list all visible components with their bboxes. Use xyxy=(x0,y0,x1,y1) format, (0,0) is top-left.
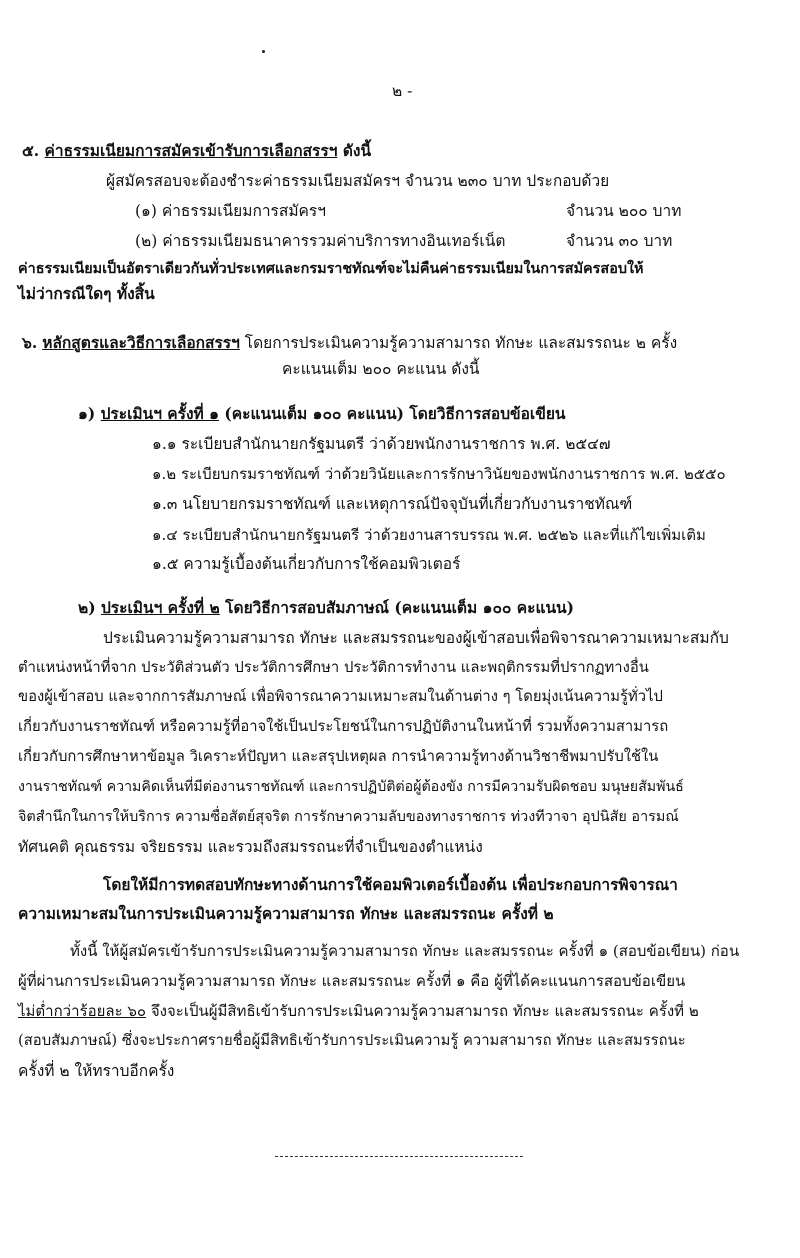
assessment2-paragraph-line: ตำแหน่งหน้าที่จาก ประวัติส่วนตัว ประวัติการศึกษา ประวัติการทำงาน และพฤติกรรมที่ปรากฏทางอื่น xyxy=(18,659,649,676)
assessment2-paragraph-line: เกี่ยวกับงานราชทัณฑ์ หรือความรู้ที่อาจใช้เป็นประโยชน์ในการปฏิบัติงานในหน้าที่ รวมทั้งความสามารถ xyxy=(18,718,669,735)
section6-title-suffix: โดยการประเมินความรู้ความสามารถ ทักษะ และสมรรถนะ ๒ ครั้ง xyxy=(244,334,678,352)
closing-line1: ทั้งนี้ ให้ผู้สมัครเข้ารับการประเมินความรู้ความสามารถ ทักษะ และสมรรถนะ ครั้งที่ ๑ (สอบข้อเขียน) ก่อน xyxy=(70,942,740,960)
closing-line5: ครั้งที่ ๒ ให้ทราบอีกครั้ง xyxy=(18,1062,175,1080)
assessment1-suffix: (คะแนนเต็ม ๑๐๐ คะแนน) โดยวิธีการสอบข้อเขียน xyxy=(224,404,566,423)
assessment2-paragraph-line: ทัศนคติ คุณธรรม จริยธรรม และรวมถึงสมรรถนะที่จำเป็นของตำแหน่ง xyxy=(18,838,483,856)
computer-test-line1: โดยให้มีการทดสอบทักษะทางด้านการใช้คอมพิวเตอร์เบื้องต้น เพื่อประกอบการพิจารณา xyxy=(103,875,678,894)
fee-note-line2: ไม่ว่ากรณีใดๆ ทั้งสิ้น xyxy=(18,284,155,303)
section6-number: ๖. xyxy=(22,333,38,352)
fee-1-amount: จำนวน ๒๐๐ บาท xyxy=(566,202,682,220)
fee-1-label: (๑) ค่าธรรมเนียมการสมัครฯ xyxy=(135,202,326,220)
fee-note-line1: ค่าธรรมเนียมเป็นอัตราเดียวกันทั่วประเทศและกรมราชทัณฑ์จะไม่คืนค่าธรรมเนียมในการสมัครสอบให้ xyxy=(18,260,644,277)
assessment1-number: ๑) xyxy=(78,404,96,423)
assessment2-paragraph-line: งานราชทัณฑ์ ความคิดเห็นที่มีต่องานราชทัณฑ์ และการปฏิบัติต่อผู้ต้องขัง การมีความรับผิดชอบ มนุษยสัมพันธ์ xyxy=(18,779,684,795)
section5-title-suffix: ดังนี้ xyxy=(342,141,372,160)
fee-2-label: (๒) ค่าธรรมเนียมธนาคารรวมค่าบริการทางอินเทอร์เน็ต xyxy=(135,232,506,250)
page-number: ๒ - xyxy=(392,82,413,100)
assessment2-paragraph-line: ประเมินความรู้ความสามารถ ทักษะ และสมรรถนะของผู้เข้าสอบเพื่อพิจารณาความเหมาะสมกับ xyxy=(103,629,729,647)
fee-2-amount: จำนวน ๓๐ บาท xyxy=(566,232,673,250)
assessment1-heading xyxy=(78,403,566,425)
assessment2-title: ประเมินฯ ครั้งที่ ๒ xyxy=(100,598,220,617)
section6-title: หลักสูตรและวิธีการเลือกสรรฯ xyxy=(42,333,240,352)
closing-line4: (สอบสัมภาษณ์) ซึ่งจะประกาศรายชื่อผู้มีสิทธิเข้ารับการประเมินความรู้ ความสามารถ ทักษะ และสมรรถนะ xyxy=(18,1032,686,1049)
closing-line2: ผู้ที่ผ่านการประเมินความรู้ความสามารถ ทักษะ และสมรรถนะ ครั้งที่ ๑ คือ ผู้ที่ได้คะแนนการสอบข้อเขียน xyxy=(18,972,686,990)
assessment2-suffix: โดยวิธีการสอบสัมภาษณ์ (คะแนนเต็ม ๑๐๐ คะแนน) xyxy=(225,598,574,617)
end-separator xyxy=(275,1156,523,1157)
assessment2-heading xyxy=(78,597,574,619)
computer-test-line2: ความเหมาะสมในการประเมินความรู้ความสามารถ ทักษะ และสมรรถนะ ครั้งที่ ๒ xyxy=(18,904,554,923)
assessment1-item: ๑.๑ ระเบียบสำนักนายกรัฐมนตรี ว่าด้วยพนักงานราชการ พ.ศ. ๒๕๔๗ xyxy=(152,435,611,453)
assessment2-paragraph-line: ของผู้เข้าสอบ และจากการสัมภาษณ์ เพื่อพิจารณาความเหมาะสมในด้านต่าง ๆ โดยมุ่งเน้นความรู้ทั่วไป xyxy=(18,688,663,705)
assessment2-paragraph-line: เกี่ยวกับการศึกษาหาข้อมูล วิเคราะห์ปัญหา และสรุปเหตุผล การนำความรู้ทางด้านวิชาชีพมาปรับใช้ใน xyxy=(18,748,659,765)
assessment1-item: ๑.๔ ระเบียบสำนักนายกรัฐมนตรี ว่าด้วยงานสารบรรณ พ.ศ. ๒๕๒๖ และที่แก้ไขเพิ่มเติม xyxy=(152,526,706,544)
assessment1-item: ๑.๓ นโยบายกรมราชทัณฑ์ และเหตุการณ์ปัจจุบันที่เกี่ยวกับงานราชทัณฑ์ xyxy=(152,495,633,513)
scan-speck xyxy=(262,50,265,53)
assessment2-paragraph-line: จิตสำนึกในการให้บริการ ความซื่อสัตย์สุจริต การรักษาความลับของทางราชการ ท่วงทีวาจา อุปนิสัย อารมณ์ xyxy=(18,809,679,825)
assessment1-title: ประเมินฯ ครั้งที่ ๑ xyxy=(100,404,220,423)
section6-heading xyxy=(22,332,677,354)
section5-title: ค่าธรรมเนียมการสมัครเข้ารับการเลือกสรรฯ xyxy=(44,141,338,160)
assessment1-item: ๑.๕ ความรู้เบื้องต้นเกี่ยวกับการใช้คอมพิวเตอร์ xyxy=(152,555,461,573)
assessment1-item: ๑.๒ ระเบียบกรมราชทัณฑ์ ว่าด้วยวินัยและการรักษาวินัยของพนักงานราชการ พ.ศ. ๒๕๕๐ xyxy=(152,465,726,483)
section6-title-line2: คะแนนเต็ม ๒๐๐ คะแนน ดังนี้ xyxy=(282,360,480,378)
closing-threshold: ไม่ต่ำกว่าร้อยละ ๖๐ xyxy=(18,1002,147,1020)
closing-line3-rest: จึงจะเป็นผู้มีสิทธิเข้ารับการประเมินความรู้ความสามารถ ทักษะ และสมรรถนะ ครั้งที่ ๒ xyxy=(150,1002,699,1020)
section5-number: ๕. xyxy=(22,141,40,160)
section5-heading xyxy=(22,140,371,162)
closing-line3 xyxy=(18,1000,699,1022)
section5-intro: ผู้สมัครสอบจะต้องชำระค่าธรรมเนียมสมัครฯ จำนวน ๒๓๐ บาท ประกอบด้วย xyxy=(106,172,610,190)
assessment2-number: ๒) xyxy=(78,598,96,617)
